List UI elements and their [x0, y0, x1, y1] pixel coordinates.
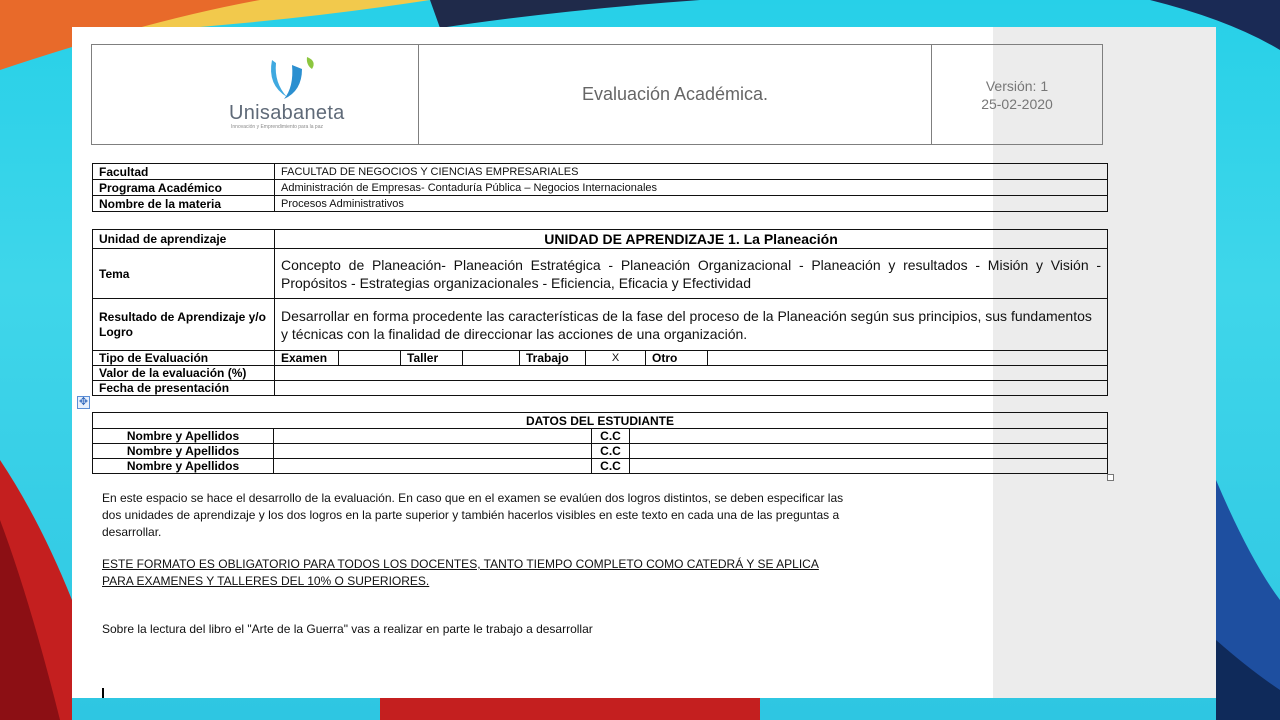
logo-text: Unisabaneta: [229, 102, 345, 124]
student-name-field[interactable]: [274, 429, 592, 444]
table-row: [93, 444, 1108, 459]
course-info-table: [92, 163, 1108, 212]
paragraph-line: desarrollar.: [102, 525, 162, 539]
paragraph-line: En este espacio se hace el desarrollo de la evaluación. En caso que en el examen se evalúen dos logros distintos, se deben especificar las: [102, 491, 844, 505]
other-label: Otro: [646, 351, 708, 366]
subject-value[interactable]: Procesos Administrativos: [275, 196, 1108, 212]
topic-label: Tema: [93, 249, 275, 299]
workshop-checkbox[interactable]: [463, 351, 520, 366]
eval-value-label: Valor de la evaluación (%): [93, 366, 275, 381]
eval-value-field[interactable]: [275, 366, 1108, 381]
table-row: [93, 413, 1108, 429]
student-name-label: Nombre y Apellidos: [93, 429, 274, 444]
table-move-handle-icon[interactable]: ✥: [78, 396, 89, 408]
evaluation-paragraph: [102, 490, 843, 541]
table-resize-handle[interactable]: [1107, 474, 1114, 481]
table-row: [93, 164, 1108, 180]
table-row: [93, 366, 1108, 381]
student-cc-field[interactable]: [630, 444, 1108, 459]
faculty-value[interactable]: FACULTAD DE NEGOCIOS Y CIENCIAS EMPRESARIALES: [275, 164, 1108, 180]
work-checkbox[interactable]: X: [586, 351, 646, 366]
student-cc-field[interactable]: [630, 459, 1108, 474]
result-label: Resultado de Aprendizaje y/o Logro: [93, 299, 275, 351]
table-row: [93, 196, 1108, 212]
exam-label: Examen: [275, 351, 339, 366]
topic-value[interactable]: Concepto de Planeación- Planeación Estratégica - Planeación Organizacional - Planeación y resultados - Misión y Visión - Propósitos - Estrategias organizacionales - Eficiencia, Eficacia y Efectividad: [275, 249, 1108, 299]
logo-tagline: Innovación y Emprendimiento para la paz: [231, 124, 323, 130]
version-label: Versión: 1: [985, 78, 1049, 94]
presentation-date-label: Fecha de presentación: [93, 381, 275, 396]
version-date: 25-02-2020: [981, 96, 1053, 112]
notice-line: PARA EXAMENES Y TALLERES DEL 10% O SUPERIORES.: [102, 574, 430, 588]
workshop-label: Taller: [401, 351, 463, 366]
table-row: [93, 299, 1108, 351]
student-cc-label: C.C: [592, 429, 630, 444]
table-row: [93, 429, 1108, 444]
document-title: Evaluación Académica.: [419, 45, 932, 144]
logo-cell: [92, 45, 419, 144]
other-field[interactable]: [708, 351, 1108, 366]
document-page: [72, 27, 1216, 698]
eval-type-label: Tipo de Evaluación: [93, 351, 275, 366]
table-row: [93, 180, 1108, 196]
work-label: Trabajo: [520, 351, 586, 366]
student-data-table: [92, 412, 1108, 474]
assignment-instruction: Sobre la lectura del libro el "Arte de la Guerra" vas a realizar en parte le trabajo a desarrollar: [102, 622, 593, 636]
exam-checkbox[interactable]: [339, 351, 401, 366]
unit-label: Unidad de aprendizaje: [93, 230, 275, 249]
result-value[interactable]: Desarrollar en forma procedente las características de la fase del proceso de la Planeación según sus principios, sus fundamentos y técnicas con la finalidad de direccionar las acciones de una organización.: [275, 299, 1108, 351]
student-name-field[interactable]: [274, 459, 592, 474]
document-header: [91, 44, 1103, 145]
notice-line: ESTE FORMATO ES OBLIGATORIO PARA TODOS LOS DOCENTES, TANTO TIEMPO COMPLETO COMO CATEDRÁ Y SE APLICA: [102, 557, 819, 571]
presentation-date-field[interactable]: [275, 381, 1108, 396]
student-data-title: DATOS DEL ESTUDIANTE: [93, 413, 1108, 429]
table-row: [93, 230, 1108, 249]
paragraph-line: dos unidades de aprendizaje y los dos logros en la parte superior y también hacerlos visibles en este texto en cada una de las preguntas a: [102, 508, 840, 522]
mandatory-notice: [102, 556, 819, 590]
version-cell: [932, 45, 1102, 144]
program-label: Programa Académico: [93, 180, 275, 196]
table-row: [93, 351, 1108, 366]
student-cc-field[interactable]: [630, 429, 1108, 444]
faculty-label: Facultad: [93, 164, 275, 180]
student-name-field[interactable]: [274, 444, 592, 459]
table-row: [93, 249, 1108, 299]
student-name-label: Nombre y Apellidos: [93, 459, 274, 474]
subject-label: Nombre de la materia: [93, 196, 275, 212]
unit-value[interactable]: UNIDAD DE APRENDIZAJE 1. La Planeación: [275, 230, 1108, 249]
unisabaneta-logo-mark: [262, 55, 332, 105]
student-name-label: Nombre y Apellidos: [93, 444, 274, 459]
table-row: [93, 459, 1108, 474]
program-value[interactable]: Administración de Empresas- Contaduría Pública – Negocios Internacionales: [275, 180, 1108, 196]
table-row: [93, 381, 1108, 396]
student-cc-label: C.C: [592, 444, 630, 459]
learning-unit-table: [92, 229, 1108, 396]
student-cc-label: C.C: [592, 459, 630, 474]
text-cursor: [102, 688, 104, 698]
